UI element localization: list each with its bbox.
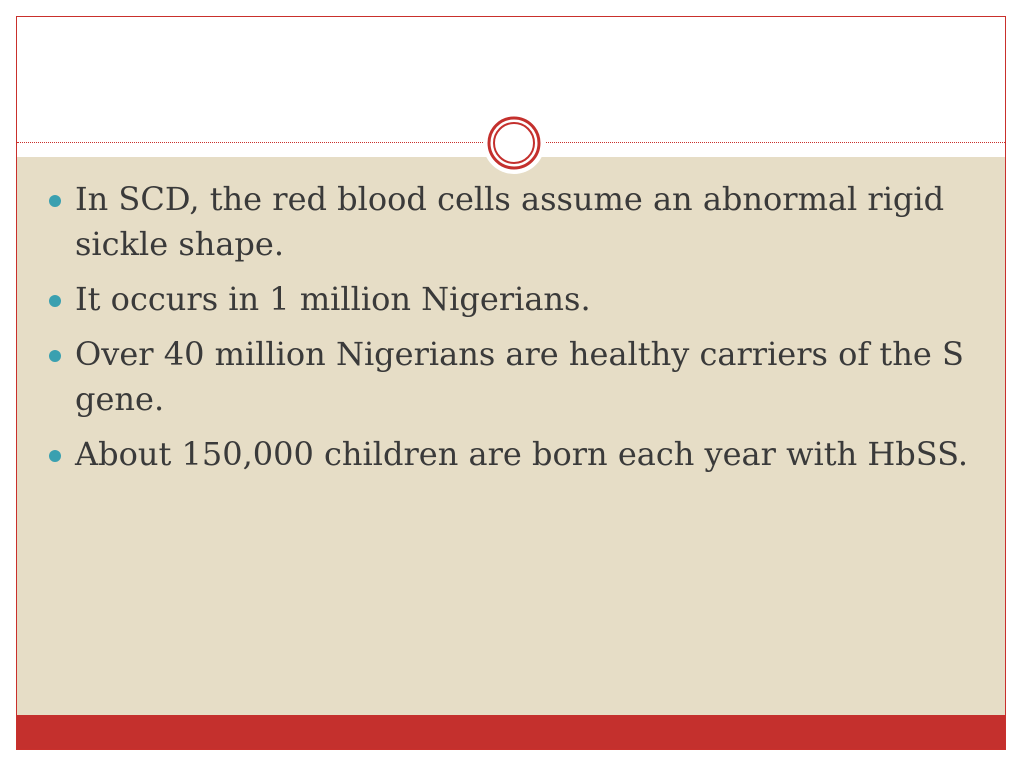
bullet-text: About 150,000 children are born each year with HbSS. [75, 435, 969, 473]
bullet-icon [49, 195, 61, 207]
double-circle-ornament-icon [482, 111, 546, 175]
bullet-icon [49, 450, 61, 462]
slide [16, 16, 1006, 750]
bullet-text: It occurs in 1 million Nigerians. [75, 280, 591, 318]
list-item [47, 432, 987, 477]
footer-bar [17, 715, 1005, 749]
bullet-icon [49, 295, 61, 307]
bullet-text: Over 40 million Nigerians are healthy carriers of the S gene. [75, 335, 964, 418]
list-item [47, 332, 987, 422]
bullet-text: In SCD, the red blood cells assume an abnormal rigid sickle shape. [75, 180, 945, 263]
bullet-list [47, 177, 987, 487]
list-item [47, 277, 987, 322]
list-item [47, 177, 987, 267]
bullet-icon [49, 350, 61, 362]
